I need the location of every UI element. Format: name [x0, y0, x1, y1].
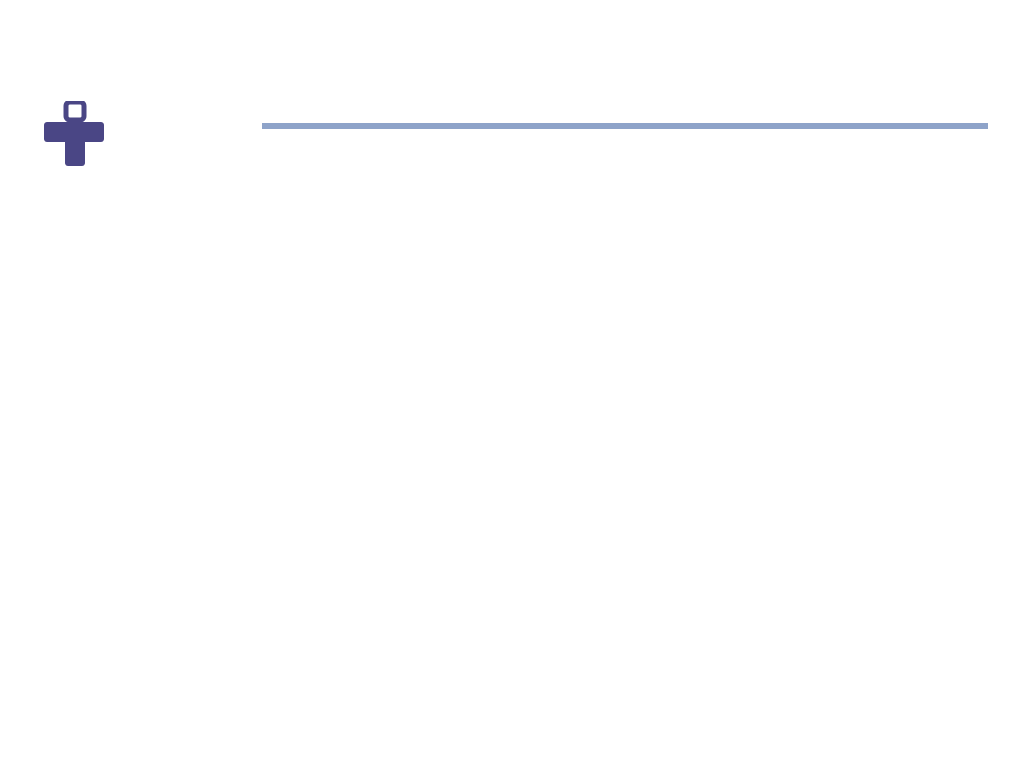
page-title [262, 38, 1002, 110]
logo-cross-icon [44, 101, 106, 167]
title-divider [262, 123, 988, 129]
